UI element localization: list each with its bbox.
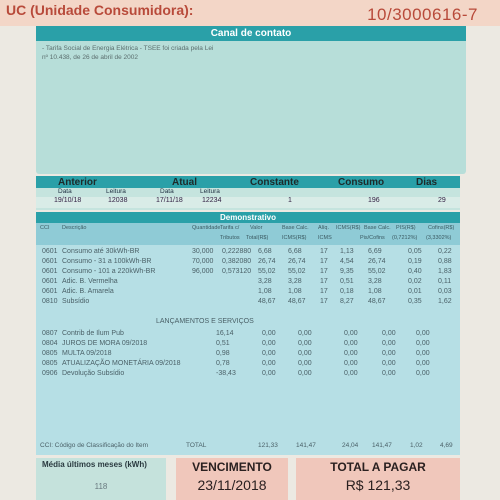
- reading-values: [36, 197, 460, 208]
- media-value: 118: [94, 482, 108, 491]
- col-pis: PIS(R$): [396, 225, 416, 231]
- cell-icms: 1,13: [340, 248, 354, 255]
- contact-box: [36, 26, 466, 174]
- cell-cofins: 0,22: [438, 248, 452, 255]
- cell-cofins: 1,62: [438, 298, 452, 305]
- total-base: 141,47: [296, 442, 316, 449]
- cell-c4: 0,00: [382, 330, 396, 337]
- cell-cci: 0804: [42, 340, 58, 347]
- cell-desc: ATUALIZAÇÃO MONETÁRIA 09/2018: [62, 360, 181, 367]
- cell-c1: 0,00: [262, 370, 276, 377]
- cell-aliq: 17: [320, 258, 328, 265]
- total-icms: 24,04: [342, 442, 359, 449]
- cell-pis: 0,40: [408, 268, 422, 275]
- cell-c5: 0,00: [416, 330, 430, 337]
- consumo-value: 196: [368, 197, 380, 204]
- cell-icms: 4,54: [340, 258, 354, 265]
- cell-c2: 0,00: [298, 370, 312, 377]
- cell-valor: 55,02: [258, 268, 276, 275]
- cell-valor: 0,51: [216, 340, 230, 347]
- cell-valor: -38,43: [216, 370, 236, 377]
- cell-cci: 0601: [42, 288, 58, 295]
- cell-base: 48,67: [288, 298, 306, 305]
- col-total: Total(R$): [246, 235, 269, 241]
- cell-c3: 0,00: [344, 350, 358, 357]
- total-base-2: 141,47: [372, 442, 392, 449]
- cell-cci: 0601: [42, 248, 58, 255]
- cell-desc: Consumo - 31 a 100kWh-BR: [62, 258, 152, 265]
- cell-valor: 48,67: [258, 298, 276, 305]
- cell-cofins: 0,03: [438, 288, 452, 295]
- cell-desc: Devolução Subsídio: [62, 370, 125, 377]
- cell-valor: 0,98: [216, 350, 230, 357]
- cell-valor: 1,08: [258, 288, 272, 295]
- cell-c3: 0,00: [344, 370, 358, 377]
- table-row: [36, 258, 460, 268]
- cell-c2: 0,00: [298, 340, 312, 347]
- sub-data-anterior: Data: [58, 188, 72, 195]
- table-row: [36, 268, 460, 278]
- due-date-label: VENCIMENTO: [192, 460, 272, 474]
- cell-cci: 0805: [42, 360, 58, 367]
- cell-base: 3,28: [288, 278, 302, 285]
- dias-value: 29: [438, 197, 446, 204]
- cell-aliq: 17: [320, 288, 328, 295]
- cell-tarifa: 0,222880: [222, 248, 252, 255]
- header-dias: Dias: [416, 177, 438, 188]
- total-pis: 1,02: [410, 442, 423, 449]
- cell-pis: 0,19: [408, 258, 422, 265]
- reading-subheader: [36, 188, 460, 196]
- cell-desc: MULTA 09/2018: [62, 350, 112, 357]
- cell-c1: 0,00: [262, 330, 276, 337]
- cell-c1: 0,00: [262, 350, 276, 357]
- cell-valor: 26,74: [258, 258, 276, 265]
- cell-cci: 0810: [42, 298, 58, 305]
- cell-cci: 0805: [42, 350, 58, 357]
- col-aliq: Alíq.: [318, 225, 330, 231]
- cell-tarifa: 0,573120: [222, 268, 252, 275]
- col-icms-value: ICMS(R$): [336, 225, 361, 231]
- cell-desc: Consumo até 30kWh-BR: [62, 248, 140, 255]
- cell-pis: 0,35: [408, 298, 422, 305]
- cell-base2: 1,08: [368, 288, 382, 295]
- reading-header-bar: [36, 176, 460, 188]
- col-valor: Valor: [250, 225, 263, 231]
- col-cofins: Cofins(R$): [428, 225, 455, 231]
- reading-box: [36, 176, 460, 210]
- cell-c1: 0,00: [262, 360, 276, 367]
- cell-cofins: 0,11: [438, 278, 452, 285]
- cell-c2: 0,00: [298, 350, 312, 357]
- cell-cci: 0906: [42, 370, 58, 377]
- cell-qtd: 96,000: [192, 268, 214, 275]
- uc-number: 10/3000616-7: [367, 5, 478, 24]
- cell-c1: 0,00: [262, 340, 276, 347]
- cell-pis: 0,01: [408, 288, 422, 295]
- cell-c2: 0,00: [298, 330, 312, 337]
- uc-header: [0, 0, 500, 26]
- cell-icms: 9,35: [340, 268, 354, 275]
- cell-icms: 8,27: [340, 298, 354, 305]
- cell-desc: Subsídio: [62, 298, 90, 305]
- cell-aliq: 17: [320, 268, 328, 275]
- col-descricao: Descrição: [62, 225, 87, 231]
- media-label: Média últimos meses (kWh): [42, 460, 147, 469]
- constante-value: 1: [288, 197, 292, 204]
- cell-cci: 0601: [42, 268, 58, 275]
- cell-base2: 3,28: [368, 278, 382, 285]
- cell-cofins: 0,88: [438, 258, 452, 265]
- statement-box: [36, 212, 460, 455]
- col-cofins-pct: (3,3302%): [426, 235, 452, 241]
- total-cofins: 4,69: [440, 442, 453, 449]
- total-valor: 121,33: [258, 442, 278, 449]
- cell-base2: 55,02: [368, 268, 386, 275]
- cell-qtd: 30,000: [192, 248, 214, 255]
- col-pis-pct: (0,7212%): [392, 235, 418, 241]
- statement-header: [36, 223, 460, 245]
- col-tarifa: Tarifa c/: [220, 225, 240, 231]
- total-pay-label: TOTAL A PAGAR: [330, 460, 426, 474]
- cell-cci: 0601: [42, 278, 58, 285]
- list-item: [36, 360, 460, 370]
- cell-c4: 0,00: [382, 350, 396, 357]
- cell-base: 26,74: [288, 258, 306, 265]
- col-icms-pct: ICMS: [318, 235, 332, 241]
- cell-base: 55,02: [288, 268, 306, 275]
- cell-c4: 0,00: [382, 340, 396, 347]
- header-constante: Constante: [250, 177, 299, 188]
- col-icms-rs: ICMS(R$): [282, 235, 307, 241]
- contact-text: [36, 41, 466, 65]
- cell-desc: Consumo - 101 a 220kWh-BR: [62, 268, 156, 275]
- cell-desc: JUROS DE MORA 09/2018: [62, 340, 148, 347]
- data-atual: 17/11/18: [156, 197, 183, 204]
- cell-aliq: 17: [320, 298, 328, 305]
- cell-icms: 0,51: [340, 278, 354, 285]
- media-box: [36, 458, 166, 500]
- uc-title: UC (Unidade Consumidora):: [6, 2, 194, 18]
- col-base-calc: Base Calc.: [282, 225, 309, 231]
- col-quantidade: Quantidade: [192, 225, 221, 231]
- cell-c5: 0,00: [416, 350, 430, 357]
- cell-c5: 0,00: [416, 360, 430, 367]
- cell-base2: 6,69: [368, 248, 382, 255]
- col-cci: CCI: [40, 225, 50, 231]
- col-tributos: Tributos: [220, 235, 240, 241]
- due-date-box: [176, 458, 288, 500]
- cell-base: 6,68: [288, 248, 302, 255]
- leitura-anterior: 12038: [108, 197, 128, 204]
- cell-aliq: 17: [320, 278, 328, 285]
- cell-c4: 0,00: [382, 370, 396, 377]
- cell-base: 1,08: [288, 288, 302, 295]
- cell-cci: 0807: [42, 330, 58, 337]
- cell-c5: 0,00: [416, 340, 430, 347]
- cell-c2: 0,00: [298, 360, 312, 367]
- list-item: [36, 370, 460, 380]
- total-label: TOTAL: [186, 442, 207, 449]
- cell-base2: 48,67: [368, 298, 386, 305]
- table-row: [36, 288, 460, 298]
- cell-valor: 0,78: [216, 360, 230, 367]
- cell-c3: 0,00: [344, 340, 358, 347]
- cell-c4: 0,00: [382, 360, 396, 367]
- statement-title: Demonstrativo: [36, 212, 460, 223]
- sub-leitura-anterior: Leitura: [106, 188, 126, 195]
- cell-desc: Adic. B. Amarela: [62, 288, 114, 295]
- header-consumo: Consumo: [338, 177, 385, 188]
- footer: [0, 458, 500, 500]
- lancamentos-title: LANÇAMENTOS E SERVIÇOS: [156, 318, 254, 325]
- data-anterior: 19/10/18: [54, 197, 82, 204]
- header-atual: Atual: [172, 177, 197, 188]
- cell-valor: 6,68: [258, 248, 272, 255]
- table-row: [36, 248, 460, 258]
- list-item: [36, 330, 460, 340]
- sub-data-atual: Data: [160, 188, 174, 195]
- cell-valor: 16,14: [216, 330, 234, 337]
- contact-line-2: nº 10.438, de 26 de abril de 2002: [42, 54, 138, 61]
- leitura-atual: 12234: [202, 197, 222, 204]
- cell-aliq: 17: [320, 248, 328, 255]
- col-pis-cofins: Pis/Cofins: [360, 235, 385, 241]
- cell-cofins: 1,83: [438, 268, 452, 275]
- contact-title: Canal de contato: [36, 26, 466, 41]
- table-row: [36, 278, 460, 288]
- sub-leitura-atual: Leitura: [200, 188, 220, 195]
- total-box: [296, 458, 460, 500]
- cell-pis: 0,05: [408, 248, 422, 255]
- cell-c5: 0,00: [416, 370, 430, 377]
- cell-icms: 0,18: [340, 288, 354, 295]
- cell-qtd: 70,000: [192, 258, 214, 265]
- contact-line-1: - Tarifa Social de Energia Elétrica - TSEE foi criada pela Lei: [42, 45, 214, 52]
- cell-desc: Contrib de Ilum Pub: [62, 330, 124, 337]
- cell-pis: 0,02: [408, 278, 422, 285]
- list-item: [36, 350, 460, 360]
- cell-base2: 26,74: [368, 258, 386, 265]
- table-row: [36, 298, 460, 308]
- cell-desc: Adic. B. Vermelha: [62, 278, 118, 285]
- cell-tarifa: 0,382080: [222, 258, 252, 265]
- list-item: [36, 340, 460, 350]
- cell-c3: 0,00: [344, 360, 358, 367]
- cell-valor: 3,28: [258, 278, 272, 285]
- total-row: [36, 442, 460, 452]
- header-anterior: Anterior: [58, 177, 97, 188]
- total-pay-value: R$ 121,33: [345, 477, 411, 493]
- due-date-value: 23/11/2018: [197, 477, 267, 493]
- col-base-calc-2: Base Calc.: [364, 225, 391, 231]
- cell-c3: 0,00: [344, 330, 358, 337]
- cci-note: CCI: Código de Classificação do Item: [40, 442, 149, 449]
- cell-cci: 0601: [42, 258, 58, 265]
